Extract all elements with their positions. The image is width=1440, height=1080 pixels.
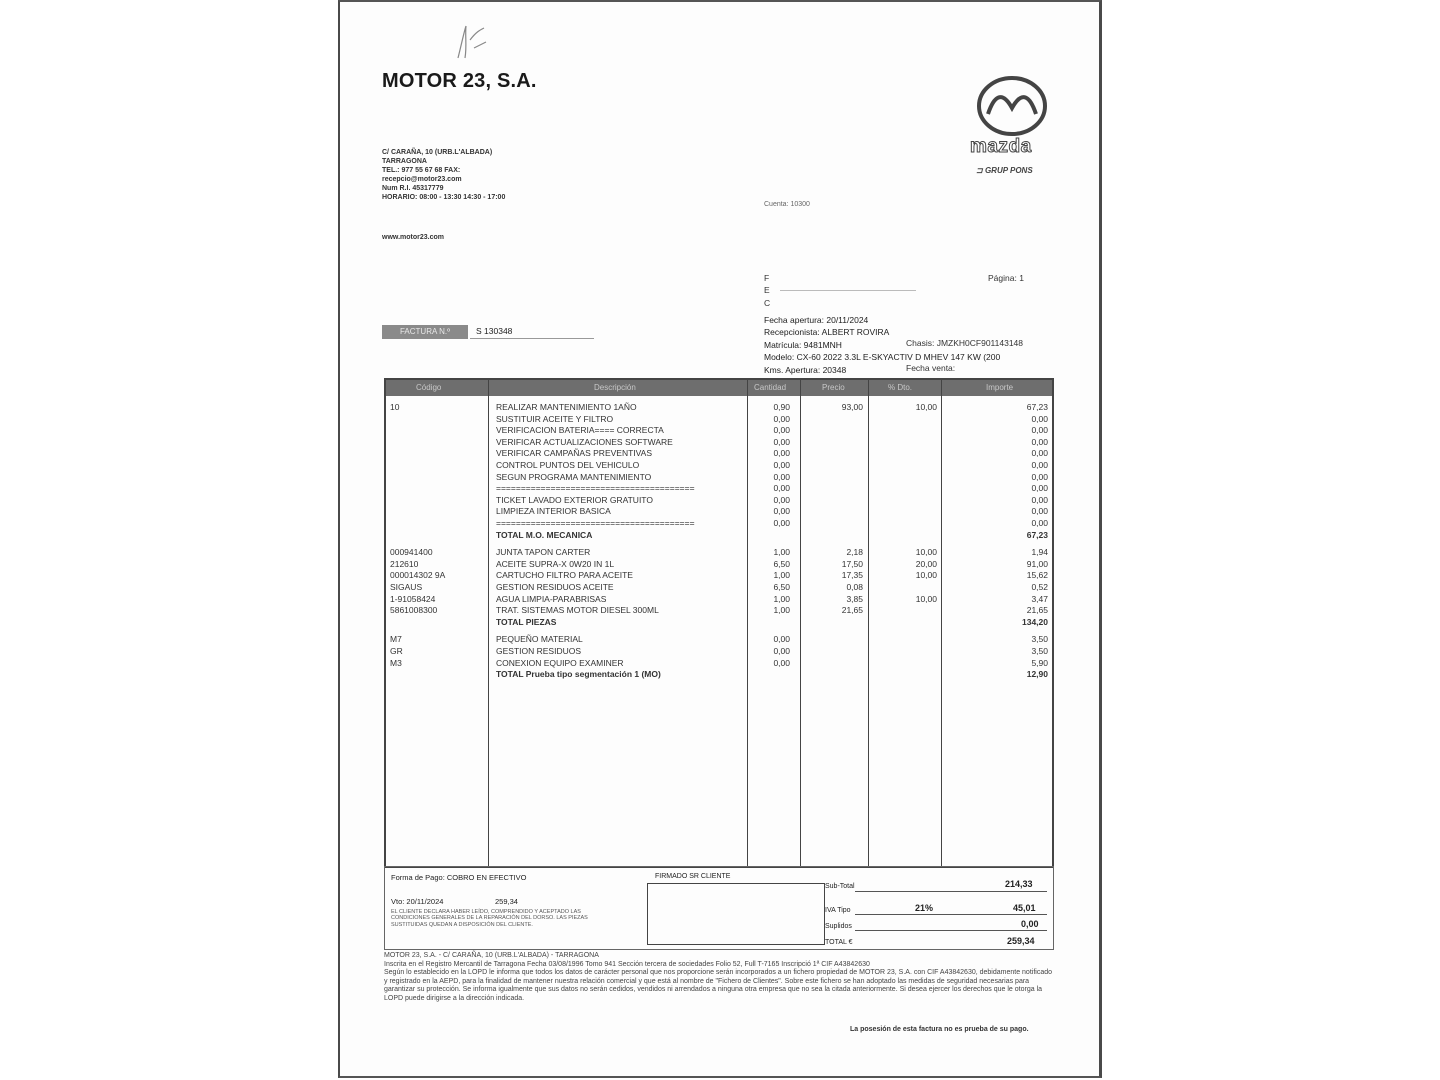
cell-desc: TOTAL Prueba tipo segmentación 1 (MO) bbox=[496, 669, 661, 680]
cell-code: 10 bbox=[390, 402, 400, 412]
cell-code: 212610 bbox=[390, 558, 419, 569]
cell-amount: 67,23 bbox=[1026, 402, 1048, 412]
col-header-codigo: Código bbox=[416, 383, 442, 392]
cell-amount: 3,50 bbox=[1031, 646, 1048, 656]
cell-price: 0,08 bbox=[846, 582, 863, 592]
address-line: C/ CARAÑA, 10 (URB.L'ALBADA) bbox=[382, 149, 493, 156]
suplidos-value: 0,00 bbox=[1021, 919, 1039, 929]
cell-qty: 1,00 bbox=[773, 547, 790, 558]
iva-line bbox=[855, 914, 1047, 915]
legal-text bbox=[384, 952, 1054, 1004]
cell-code: 000014302 9A bbox=[390, 570, 446, 581]
address-line: TEL.: 977 55 67 68 FAX: bbox=[382, 167, 461, 174]
cell-price: 2,18 bbox=[846, 547, 863, 558]
cell-qty: 6,50 bbox=[773, 558, 790, 569]
page-number: Página: 1 bbox=[988, 273, 1024, 283]
forma-pago: Forma de Pago: COBRO EN EFECTIVO bbox=[391, 873, 527, 882]
signature-box bbox=[647, 883, 825, 945]
cell-code: M7 bbox=[390, 634, 402, 645]
cell-amount: 0,00 bbox=[1031, 494, 1048, 505]
signature-mark bbox=[452, 22, 492, 62]
cell-amount: 67,23 bbox=[1026, 529, 1048, 540]
cell-desc: TOTAL M.O. MECANICA bbox=[496, 529, 593, 540]
cell-code: 000941400 bbox=[390, 547, 433, 558]
cell-desc: REALIZAR MANTENIMIENTO 1AÑO bbox=[496, 402, 637, 412]
cell-amount: 91,00 bbox=[1026, 558, 1048, 569]
company-address bbox=[382, 148, 505, 202]
cell-qty: 0,00 bbox=[773, 413, 790, 424]
cell-dto: 10,00 bbox=[915, 570, 937, 581]
col-header-importe: Importe bbox=[986, 383, 1014, 392]
cell-desc: VERIFICACION BATERIA==== CORRECTA bbox=[496, 425, 664, 436]
vto-amount: 259,34 bbox=[495, 897, 518, 906]
iva-label: IVA Tipo bbox=[825, 907, 851, 914]
group-name: ⊐ GRUP PONS bbox=[976, 166, 1033, 175]
cell-price: 21,65 bbox=[841, 605, 863, 616]
iva-rate: 21% bbox=[915, 903, 934, 913]
vto-label: Vto: 20/11/2024 bbox=[391, 897, 444, 906]
client-block bbox=[764, 272, 770, 309]
cell-qty: 0,00 bbox=[773, 657, 790, 668]
cell-qty: 0,00 bbox=[773, 634, 790, 645]
cell-desc: CARTUCHO FILTRO PARA ACEITE bbox=[496, 570, 633, 581]
cell-dto: 10,00 bbox=[915, 547, 937, 558]
address-line: HORARIO: 08:00 - 13:30 14:30 - 17:00 bbox=[382, 194, 506, 201]
iva-value: 45,01 bbox=[1013, 903, 1036, 913]
cell-amount: 12,90 bbox=[1026, 669, 1048, 680]
cell-price: 17,50 bbox=[841, 558, 863, 569]
cell-desc: ======================================== bbox=[496, 518, 695, 528]
cell-qty: 1,00 bbox=[773, 605, 790, 616]
modelo: Modelo: CX-60 2022 3.3L E-SKYACTIV D MHEV 147 KW (200 bbox=[764, 352, 1001, 363]
fine-print: EL CLIENTE DECLARA HABER LEÍDO, COMPRENDIDO Y ACEPTADO LAS CONDICIONES GENERALES DE LA REPARACIÓN DEL DORSO. LAS PIEZAS SUSTITUIDAS QUEDAN A DISPOSICIÓN DEL CLIENTE. bbox=[391, 909, 588, 928]
cell-amount: 0,00 bbox=[1031, 436, 1048, 447]
cell-desc: GESTION RESIDUOS ACEITE bbox=[496, 582, 614, 592]
cell-desc: SUSTITUIR ACEITE Y FILTRO bbox=[496, 413, 614, 424]
cell-dto: 10,00 bbox=[915, 402, 937, 412]
cell-code: M3 bbox=[390, 657, 402, 668]
address-line: TARRAGONA bbox=[382, 158, 427, 165]
cell-desc: TICKET LAVADO EXTERIOR GRATUITO bbox=[496, 494, 653, 505]
cell-amount: 0,00 bbox=[1031, 460, 1048, 470]
posesion-note: La posesión de esta factura no es prueba de su pago. bbox=[850, 1026, 1029, 1033]
cell-amount: 0,00 bbox=[1031, 413, 1048, 424]
cell-amount: 0,00 bbox=[1031, 518, 1048, 528]
firmado-label: FIRMADO SR CLIENTE bbox=[655, 873, 731, 880]
cell-price: 3,85 bbox=[846, 593, 863, 604]
cell-qty: 1,00 bbox=[773, 570, 790, 581]
cell-code: GR bbox=[390, 646, 403, 656]
cell-qty: 0,00 bbox=[773, 471, 790, 482]
col-header-cantidad: Cantidad bbox=[754, 383, 787, 392]
cell-qty: 0,90 bbox=[773, 402, 790, 412]
divider bbox=[470, 338, 594, 339]
cell-qty: 0,00 bbox=[773, 506, 790, 517]
cell-qty: 0,00 bbox=[773, 436, 790, 447]
cell-qty: 0,00 bbox=[773, 425, 790, 436]
cell-amount: 0,00 bbox=[1031, 506, 1048, 517]
group-label: GRUP PONS bbox=[984, 166, 1033, 175]
cell-desc: PEQUEÑO MATERIAL bbox=[496, 634, 583, 645]
cell-amount: 5,90 bbox=[1031, 657, 1048, 668]
cell-qty: 0,00 bbox=[773, 483, 790, 494]
total-value: 259,34 bbox=[1007, 936, 1035, 946]
col-header-descripcion: Descripción bbox=[594, 383, 636, 392]
col-header-precio: Precio bbox=[822, 383, 845, 392]
suplidos-line bbox=[855, 930, 1047, 931]
col-divider bbox=[868, 380, 869, 866]
cell-desc: TOTAL PIEZAS bbox=[496, 616, 557, 627]
subtotal-label: Sub-Total bbox=[825, 883, 855, 890]
cell-desc: LIMPIEZA INTERIOR BASICA bbox=[496, 506, 611, 517]
invoice-sheet bbox=[338, 0, 1102, 1078]
address-line: recepcio@motor23.com bbox=[382, 176, 462, 183]
cell-desc: JUNTA TAPON CARTER bbox=[496, 547, 591, 558]
client-line: F bbox=[764, 273, 770, 283]
company-website: www.motor23.com bbox=[382, 234, 444, 241]
cell-dto: 10,00 bbox=[915, 593, 937, 604]
legal-paragraph: Según lo establecido en la LOPD le informa que todos los datos de carácter personal que nos proporcione serán incorporados a un fichero propiedad de MOTOR 23, S.A. con CIF A43842630, debidamente notificado y registrado en la AEPD, para la finalidad de mantener nuestra relación comercial y que está al nombre de "Fichero de Clientes". Sobre este fichero se han adoptado las medidas de seguridad necesarias para garantizar su protección. Se informa igualmente que sus datos no serán cedidos, vendidos ni arrendados a ninguna otra empresa que no sea la citada anteriormente. Si desea ejercer los derechos que le otorga la LOPD puede dirigirse a la dirección indicada. bbox=[384, 969, 1053, 1002]
cell-amount: 0,00 bbox=[1031, 425, 1048, 436]
brand-name: mazda bbox=[970, 136, 1032, 157]
subtotal-value: 214,33 bbox=[1005, 879, 1033, 889]
cell-desc: VERIFICAR CAMPAÑAS PREVENTIVAS bbox=[496, 448, 653, 459]
table-header bbox=[386, 380, 1052, 396]
cell-amount: 0,00 bbox=[1031, 483, 1048, 494]
cell-qty: 0,00 bbox=[773, 448, 790, 459]
cell-desc: TRAT. SISTEMAS MOTOR DIESEL 300ML bbox=[496, 605, 659, 616]
cell-desc: GESTION RESIDUOS bbox=[496, 646, 582, 656]
cell-amount: 21,65 bbox=[1026, 605, 1048, 616]
legal-line-1: MOTOR 23, S.A. - C/ CARAÑA, 10 (URB.L'ALBADA) - TARRAGONA bbox=[384, 952, 599, 959]
cell-amount: 1,94 bbox=[1031, 547, 1048, 558]
cell-qty: 0,00 bbox=[773, 460, 790, 470]
cell-qty: 0,00 bbox=[773, 646, 790, 656]
bastidor: Chasis: JMZKH0CF901143148 bbox=[906, 338, 1024, 348]
client-line: C bbox=[764, 297, 771, 308]
cell-code: SIGAUS bbox=[390, 582, 423, 592]
cell-amount: 0,00 bbox=[1031, 448, 1048, 459]
cell-amount: 0,00 bbox=[1031, 471, 1048, 482]
factura-number: S 130348 bbox=[476, 326, 513, 336]
items-table bbox=[384, 378, 1054, 868]
subtotal-line bbox=[855, 891, 1047, 892]
cell-qty: 0,00 bbox=[773, 494, 790, 505]
matricula: Matrícula: 9481MNH bbox=[764, 339, 842, 350]
fecha-venta: Fecha venta: bbox=[906, 363, 956, 373]
kms: Kms. Apertura: 20348 bbox=[764, 364, 847, 375]
suplidos-label: Suplidos bbox=[825, 923, 852, 930]
cell-amount: 15,62 bbox=[1026, 570, 1048, 581]
cell-qty: 1,00 bbox=[773, 593, 790, 604]
cell-desc: ======================================== bbox=[496, 483, 695, 494]
cell-amount: 3,47 bbox=[1031, 593, 1048, 604]
redaction-line bbox=[780, 290, 916, 291]
cell-code: 1-91058424 bbox=[390, 593, 436, 604]
col-divider bbox=[488, 380, 489, 866]
cell-price: 17,35 bbox=[841, 570, 863, 581]
company-name: MOTOR 23, S.A. bbox=[382, 70, 537, 92]
fecha-apertura: Fecha apertura: 20/11/2024 bbox=[764, 315, 869, 325]
cell-amount: 0,52 bbox=[1031, 582, 1048, 592]
client-line: E bbox=[764, 285, 770, 296]
cell-desc: SEGUN PROGRAMA MANTENIMIENTO bbox=[496, 471, 652, 482]
cell-desc: VERIFICAR ACTUALIZACIONES SOFTWARE bbox=[496, 436, 673, 447]
cell-amount: 3,50 bbox=[1031, 634, 1048, 645]
cell-desc: ACEITE SUPRA-X 0W20 IN 1L bbox=[496, 558, 615, 569]
cuenta: Cuenta: 10300 bbox=[764, 201, 810, 208]
col-header-dto: % Dto. bbox=[888, 383, 913, 392]
cell-price: 93,00 bbox=[841, 402, 863, 412]
cell-dto: 20,00 bbox=[915, 558, 937, 569]
cell-code: 5861008300 bbox=[390, 605, 438, 616]
cell-desc: CONEXION EQUIPO EXAMINER bbox=[496, 657, 624, 668]
cell-desc: CONTROL PUNTOS DEL VEHICULO bbox=[496, 460, 640, 470]
cell-desc: AGUA LIMPIA-PARABRISAS bbox=[496, 593, 607, 604]
legal-line-2: Inscrita en el Registro Mercantil de Tarragona Fecha 03/08/1996 Tomo 941 Sección tercera de sociedades Folio 52, Full T-7165 Inscripció 1ª CIF A43842630 bbox=[384, 960, 870, 968]
col-divider bbox=[800, 380, 801, 866]
cell-qty: 0,00 bbox=[773, 518, 790, 528]
total-label: TOTAL € bbox=[825, 939, 853, 946]
address-line: Num R.I. 45317779 bbox=[382, 185, 444, 192]
recepcionista: Recepcionista: ALBERT ROVIRA bbox=[764, 327, 890, 338]
cell-qty: 6,50 bbox=[773, 582, 790, 592]
factura-label: FACTURA N.º bbox=[382, 325, 468, 339]
cell-amount: 134,20 bbox=[1022, 616, 1048, 627]
totals-footer bbox=[384, 866, 1054, 950]
